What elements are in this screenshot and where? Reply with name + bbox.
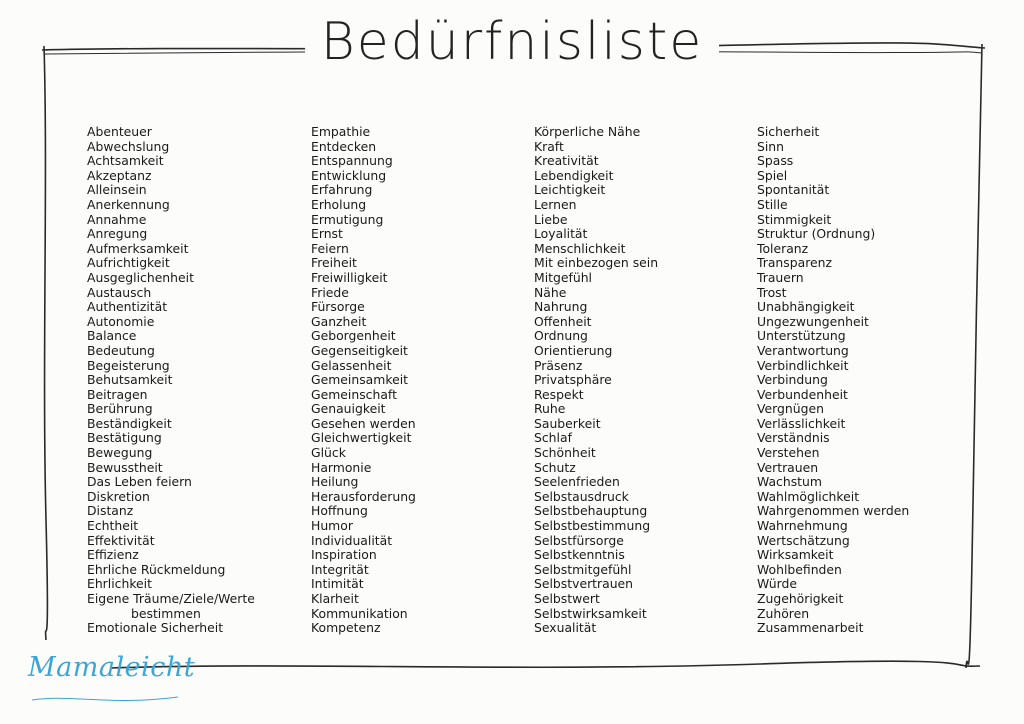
list-item: Intimität xyxy=(311,576,364,592)
list-item: Gleichwertigkeit xyxy=(311,430,412,446)
list-item: Unabhängigkeit xyxy=(757,299,855,315)
list-item: Entwicklung xyxy=(311,167,387,183)
list-item: Achtsamkeit xyxy=(87,153,164,169)
list-item: Stille xyxy=(757,196,788,212)
list-item: Unterstützung xyxy=(757,328,846,344)
list-item: Genauigkeit xyxy=(311,401,386,417)
list-item: Autonomie xyxy=(87,313,155,329)
list-item: Verantwortung xyxy=(757,342,849,358)
list-item: Selbstfürsorge xyxy=(534,532,624,548)
list-item: Anerkennung xyxy=(87,196,170,212)
list-item: Wohlbefinden xyxy=(757,561,842,577)
list-item: Respekt xyxy=(534,386,584,402)
list-item: Begeisterung xyxy=(87,357,170,373)
list-item: Kraft xyxy=(534,138,564,154)
list-item: Behutsamkeit xyxy=(87,372,173,388)
list-item: Gelassenheit xyxy=(311,357,392,373)
list-item: Würde xyxy=(757,576,798,592)
list-item: Sicherheit xyxy=(757,124,820,139)
list-item: Verständnis xyxy=(757,430,830,446)
list-item: Selbstkenntnis xyxy=(534,547,625,563)
list-item: Friede xyxy=(311,284,349,300)
list-item: Emotionale Sicherheit xyxy=(87,620,224,636)
list-item: Wachstum xyxy=(757,474,822,490)
list-item: Kommunikation xyxy=(311,605,408,621)
list-item: Inspiration xyxy=(311,547,377,563)
list-item: Abenteuer xyxy=(87,124,152,139)
list-item: Authentizität xyxy=(87,299,168,315)
list-item: Selbstausdruck xyxy=(534,488,629,504)
list-item: Klarheit xyxy=(311,591,359,606)
list-item: Ordnung xyxy=(534,328,588,344)
list-item: Balance xyxy=(87,328,137,344)
list-item: Lebendigkeit xyxy=(534,167,614,183)
list-item: Berührung xyxy=(87,401,153,417)
list-item: Annahme xyxy=(87,211,147,227)
list-item: Gemeinschaft xyxy=(311,386,397,402)
list-item: Echtheit xyxy=(87,518,139,534)
list-item: Effizienz xyxy=(87,547,139,563)
list-item: Freiwilligkeit xyxy=(311,269,388,285)
list-item: Nähe xyxy=(534,284,567,300)
list-item: Glück xyxy=(311,445,346,461)
list-item: Struktur (Ordnung) xyxy=(757,226,876,242)
needs-column-2 xyxy=(311,125,531,636)
list-item: Schutz xyxy=(534,459,576,475)
list-item: Bewegung xyxy=(87,445,153,461)
list-item: Anregung xyxy=(87,226,148,242)
list-item: Bedeutung xyxy=(87,342,155,358)
list-item: Seelenfrieden xyxy=(534,474,620,490)
list-item: Zuhören xyxy=(757,605,810,621)
list-item: Vertrauen xyxy=(757,459,819,475)
list-item: Akzeptanz xyxy=(87,167,152,183)
list-item: Ernst xyxy=(311,226,343,242)
list-item: Loyalität xyxy=(534,226,588,242)
list-item: Ruhe xyxy=(534,401,566,417)
list-item: Vergnügen xyxy=(757,401,824,417)
list-item: Trost xyxy=(757,284,787,300)
list-item: Sauberkeit xyxy=(534,415,601,431)
list-item: Offenheit xyxy=(534,313,592,329)
list-item: Trauern xyxy=(757,269,804,285)
list-item: Schlaf xyxy=(534,430,572,446)
list-item: Entdecken xyxy=(311,138,377,154)
needs-list xyxy=(0,125,1024,655)
list-item: Mitgefühl xyxy=(534,269,592,285)
list-item: Toleranz xyxy=(757,240,809,256)
list-item: Wirksamkeit xyxy=(757,547,834,563)
list-item: Kompetenz xyxy=(311,620,381,636)
list-item: Geborgenheit xyxy=(311,328,396,344)
list-item: Stimmigkeit xyxy=(757,211,832,227)
list-item: bestimmen xyxy=(131,605,201,621)
list-item: Effektivität xyxy=(87,532,155,548)
list-item: Schönheit xyxy=(534,445,596,461)
list-item: Harmonie xyxy=(311,459,372,475)
list-item: Diskretion xyxy=(87,488,150,504)
list-item: Leichtigkeit xyxy=(534,182,606,198)
list-item: Orientierung xyxy=(534,342,613,358)
list-item: Gemeinsamkeit xyxy=(311,372,408,388)
list-item: Herausforderung xyxy=(311,488,416,504)
list-item: Zugehörigkeit xyxy=(757,591,844,606)
list-item: Ganzheit xyxy=(311,313,367,329)
list-item: Integrität xyxy=(311,561,369,577)
list-item: Gesehen werden xyxy=(311,415,416,431)
list-item: Aufrichtigkeit xyxy=(87,255,170,271)
list-item: Sexualität xyxy=(534,620,597,636)
list-item: Hoffnung xyxy=(311,503,368,519)
list-item: Alleinsein xyxy=(87,182,147,198)
list-item: Distanz xyxy=(87,503,134,519)
list-item: Beständigkeit xyxy=(87,415,172,431)
brand-underline xyxy=(30,692,180,706)
list-item: Verbundenheit xyxy=(757,386,848,402)
list-item: Bestätigung xyxy=(87,430,162,446)
list-item: Selbstmitgefühl xyxy=(534,561,632,577)
list-item: Selbstvertrauen xyxy=(534,576,634,592)
list-item: Beitragen xyxy=(87,386,148,402)
list-item: Selbstbestimmung xyxy=(534,518,651,534)
list-item: Körperliche Nähe xyxy=(534,124,641,139)
list-item: Feiern xyxy=(311,240,349,256)
list-item: Zusammenarbeit xyxy=(757,620,864,636)
list-item: Transparenz xyxy=(757,255,833,271)
list-item: Humor xyxy=(311,518,353,534)
list-item: Verstehen xyxy=(757,445,820,461)
list-item: Mit einbezogen sein xyxy=(534,255,659,271)
list-item: Selbstwert xyxy=(534,591,600,606)
needs-column-3 xyxy=(534,125,754,636)
list-item: Ermutigung xyxy=(311,211,384,227)
list-item: Ehrlichkeit xyxy=(87,576,152,592)
brand-logo: Mamaleicht xyxy=(28,652,196,683)
page-title: Bedürfnisliste xyxy=(0,14,1024,71)
needs-column-4 xyxy=(757,125,977,636)
list-item: Gegenseitigkeit xyxy=(311,342,408,358)
list-item: Heilung xyxy=(311,474,359,490)
list-item: Sinn xyxy=(757,138,785,154)
list-item: Selbstbehauptung xyxy=(534,503,648,519)
list-item: Wertschätzung xyxy=(757,532,850,548)
list-item: Individualität xyxy=(311,532,393,548)
list-item: Entspannung xyxy=(311,153,393,169)
list-item: Verlässlichkeit xyxy=(757,415,846,431)
list-item: Verbindlichkeit xyxy=(757,357,849,373)
list-item: Privatsphäre xyxy=(534,372,612,388)
list-item: Empathie xyxy=(311,124,371,139)
list-item: Erfahrung xyxy=(311,182,373,198)
list-item: Eigene Träume/Ziele/Werte xyxy=(87,591,255,606)
list-item: Ungezwungenheit xyxy=(757,313,869,329)
list-item: Ehrliche Rückmeldung xyxy=(87,561,226,577)
list-item: Abwechslung xyxy=(87,138,170,154)
list-item: Bewusstheit xyxy=(87,459,163,475)
list-item: Austausch xyxy=(87,284,152,300)
needs-column-1 xyxy=(87,125,307,636)
list-item: Spiel xyxy=(757,167,788,183)
list-item: Kreativität xyxy=(534,153,599,169)
list-item: Fürsorge xyxy=(311,299,365,315)
list-item: Spontanität xyxy=(757,182,830,198)
list-item: Spass xyxy=(757,153,794,169)
list-item: Menschlichkeit xyxy=(534,240,626,256)
list-item: Erholung xyxy=(311,196,367,212)
list-item: Selbstwirksamkeit xyxy=(534,605,647,621)
list-item: Lernen xyxy=(534,196,577,212)
list-item: Das Leben feiern xyxy=(87,474,192,490)
list-item: Wahrnehmung xyxy=(757,518,848,534)
list-item: Wahrgenommen werden xyxy=(757,503,910,519)
list-item: Freiheit xyxy=(311,255,357,271)
list-item: Wahlmöglichkeit xyxy=(757,488,860,504)
list-item: Verbindung xyxy=(757,372,828,388)
list-item: Ausgeglichenheit xyxy=(87,269,194,285)
list-item: Aufmerksamkeit xyxy=(87,240,189,256)
list-item: Liebe xyxy=(534,211,568,227)
list-item: Nahrung xyxy=(534,299,588,315)
list-item: Präsenz xyxy=(534,357,583,373)
